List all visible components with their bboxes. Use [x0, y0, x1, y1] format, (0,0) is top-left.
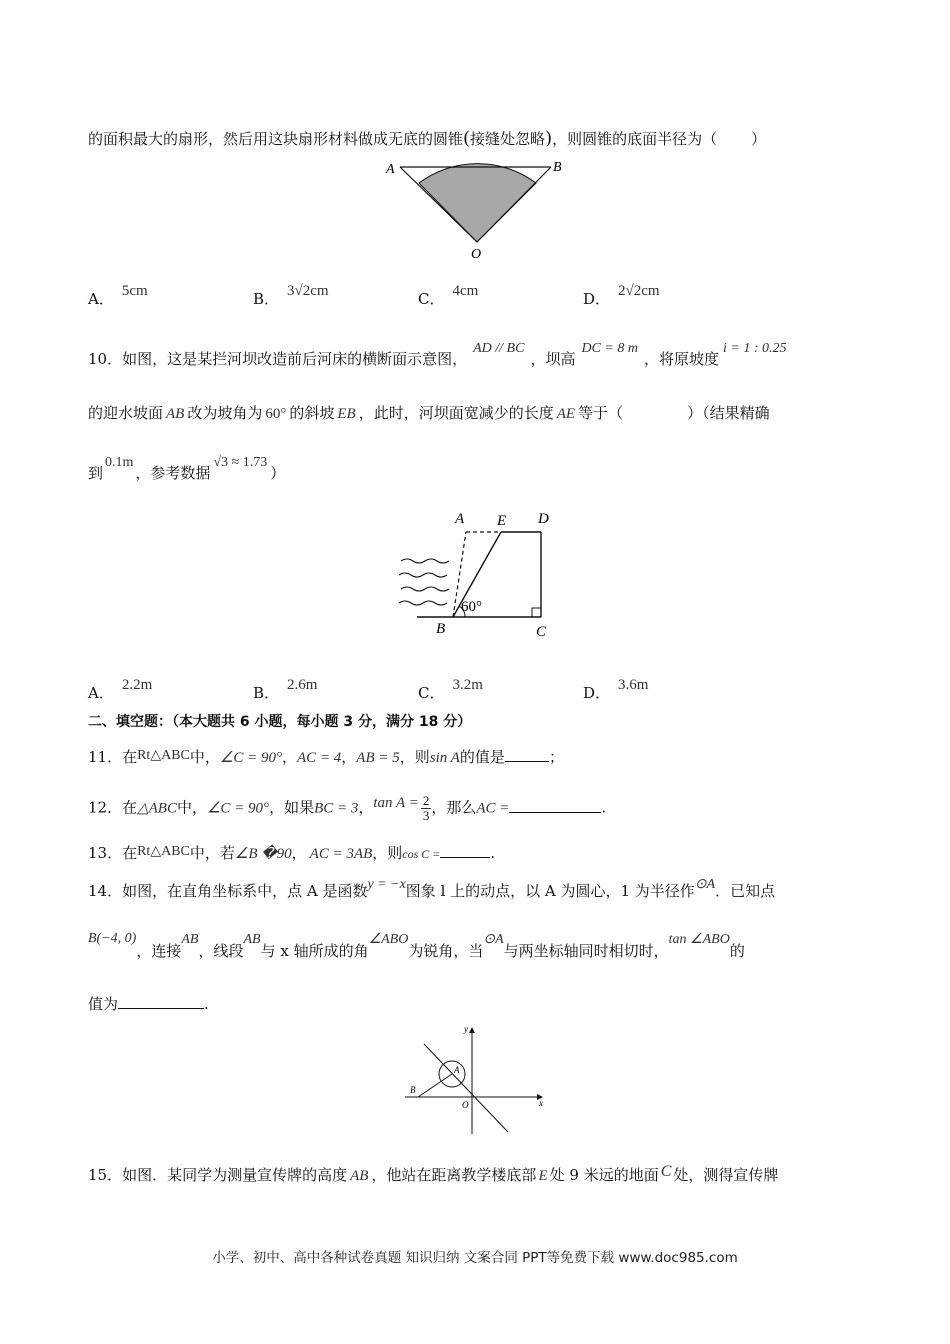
- q13-line: 13．在Rt△ABC中，若∠B �90， AC = 3AB，则cos C = .: [88, 844, 496, 862]
- q10-option-c[interactable]: C． 3.2m: [418, 677, 483, 702]
- q9-continuation-line: 的面积最大的扇形，然后用这块扇形材料做成无底的圆锥(接缝处忽略)，则圆锥的底面半径为（ ）: [88, 128, 767, 149]
- q12-fraction-numerator: 2: [422, 793, 430, 808]
- q9-option-b[interactable]: B． 3√2cm: [253, 283, 329, 308]
- q10-label-b: B: [436, 621, 446, 637]
- q9-text-a: 的面积最大的扇形，然后用这块扇形材料做成无底的圆锥: [88, 130, 464, 148]
- q14-label-b: B: [410, 1085, 416, 1095]
- q11-line: 11．在Rt△ABC中，∠C = 90°，AC = 4，AB = 5，则sin A的值是 ；: [88, 748, 564, 766]
- q9-text-c: ）: [751, 130, 767, 148]
- q14-label-y: y: [464, 1024, 468, 1034]
- q14-line-2: B(−4, 0)，连接AB，线段AB与 x 轴所成的角∠ABO为锐角，当⊙A与两坐标轴同时相切时，tan ∠ABO的: [88, 931, 745, 960]
- q9-label-b: B: [553, 160, 562, 175]
- q12-fraction-denominator: 3: [422, 808, 430, 823]
- q9-option-c[interactable]: C． 4cm: [418, 283, 479, 308]
- q14-line-3: 值为 .: [88, 995, 209, 1013]
- q10-label-e: E: [497, 513, 507, 529]
- q10-line-1: 10．如图，这是某拦河坝改造前后河床的横断面示意图，AD // BC，坝高DC = 8 m，将原坡度i = 1 : 0.25: [88, 341, 787, 368]
- q10-angle-label: 60°: [461, 599, 482, 615]
- q14-answer-blank[interactable]: [118, 994, 204, 1009]
- q15-line: 15．如图．某同学为测量宣传牌的高度 AB ，他站在距离教学楼底部 E 处 9 米远的地面 C 处，测得宣传牌: [88, 1163, 779, 1184]
- q9-sector-figure: [380, 155, 570, 263]
- section-2-title: 二、填空题：（本大题共 6 小题，每小题 3 分，满分 18 分）: [88, 714, 472, 730]
- q14-label-x: x: [539, 1098, 543, 1108]
- page-footer: 小学、初中、高中各种试卷真题 知识归纳 文案合同 PPT等免费下载 www.doc985.com: [212, 1250, 738, 1266]
- q10-line-3: 到0.1m，参考数据√3 ≈ 1.73）: [88, 455, 286, 482]
- q10-option-b[interactable]: B． 2.6m: [253, 677, 318, 702]
- q10-dam-figure: [395, 505, 565, 640]
- q9-option-a[interactable]: A． 5cm: [88, 283, 148, 308]
- q9-label-a: A: [386, 162, 395, 177]
- q10-label-c: C: [536, 624, 547, 640]
- q9-text-b: ，则圆锥的底面半径为（: [552, 130, 718, 148]
- q14-label-o: O: [462, 1100, 469, 1110]
- q9-text-paren: 接缝处忽略: [470, 130, 546, 148]
- q10-option-a[interactable]: A． 2.2m: [88, 677, 153, 702]
- q9-option-d[interactable]: D． 2√2cm: [583, 283, 660, 308]
- q10-label-a: A: [455, 511, 465, 527]
- q13-answer-blank[interactable]: [440, 843, 490, 858]
- q10-option-d[interactable]: D． 3.6m: [583, 677, 649, 702]
- q14-line-1: 14．如图，在直角坐标系中，点 A 是函数y = −x图象 l 上的动点，以 A 为圆心，1 为半径作⊙A．已知点: [88, 877, 776, 900]
- q10-line-2: 的迎水坡面 AB 改为坡角为 60° 的斜坡 EB ，此时，河坝面宽减少的长度 AE 等于（ ）（结果精确: [88, 404, 770, 422]
- q12-line: 12．在△ABC中，∠C = 90°，如果BC = 3，tan A = $\frac{2}{3}$ ，那么AC = .: [88, 793, 607, 823]
- q14-label-a: A: [454, 1065, 460, 1075]
- q11-answer-blank[interactable]: [505, 747, 549, 762]
- q9-label-o: O: [471, 247, 482, 262]
- q12-answer-blank[interactable]: [509, 805, 601, 813]
- q10-label-d: D: [538, 511, 549, 527]
- q14-coordinate-figure: [400, 1022, 550, 1137]
